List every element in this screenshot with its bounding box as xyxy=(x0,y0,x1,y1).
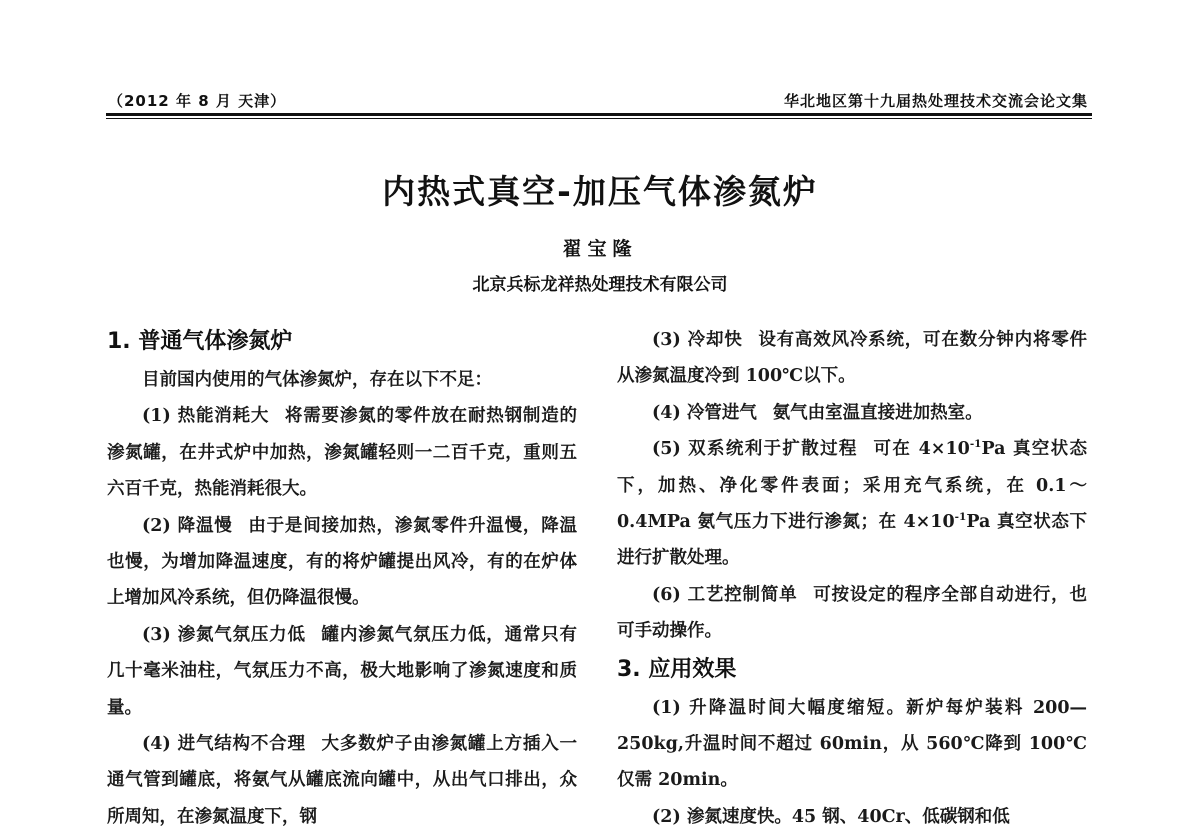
item-label: (1) 热能消耗大 xyxy=(142,406,270,427)
paragraph-gas-inlet xyxy=(107,726,577,835)
paragraph-cold-inlet xyxy=(617,395,1087,431)
item-label: (2) 降温慢 xyxy=(142,515,233,536)
paragraph-fast-cooling xyxy=(617,322,1087,395)
item-text: 新炉每炉装料 200—250kg,升温时间不超过 60min，从 560℃降到 100℃仅需 20min。 xyxy=(617,697,1087,791)
exponent: -1 xyxy=(969,438,982,451)
item-text: 将需要渗氮的零件放在耐热钢制造的渗氮罐，在井式炉中加热，渗氮罐轻则一二百千克，重则五六百千克，热能消耗很大。 xyxy=(107,406,577,500)
item-text-a: 可在 4×10 xyxy=(873,439,970,460)
item-label: (1) 升降温时间大幅度缩短。 xyxy=(652,697,907,718)
item-text-b: Pa 真空状态下，加热、净化零件表面；采用充气系统，在 0.1～0.4MPa 氨气压力下进行渗氮；在 4×10 xyxy=(617,439,1087,533)
header-conference-date: （2012 年 8 月 天津） xyxy=(108,92,287,110)
left-column xyxy=(107,322,577,835)
paper-affiliation: 北京兵标龙祥热处理技术有限公司 xyxy=(472,275,728,295)
right-column xyxy=(617,322,1087,835)
item-label: (3) 冷却快 xyxy=(652,330,743,350)
item-label: (3) 渗氮气氛压力低 xyxy=(142,624,306,645)
section-1-intro: 目前国内使用的气体渗氮炉，存在以下不足： xyxy=(142,370,492,390)
item-text: 可按设定的程序全部自动进行，也可手动操作。 xyxy=(617,584,1087,642)
item-text-c: Pa 真空状态下进行扩散处理。 xyxy=(617,512,1087,569)
paper-title: 内热式真空-加压气体渗氮炉 xyxy=(382,172,818,211)
paragraph-heating-time xyxy=(617,690,1087,799)
section-1-heading: 1. 普通气体渗氮炉 xyxy=(107,329,293,354)
item-text: 氨气由室温直接进加热室。 xyxy=(772,402,983,423)
item-text: 罐内渗氮气氛压力低，通常只有几十毫米油柱，气氛压力不高，极大地影响了渗氮速度和质量。 xyxy=(107,624,577,718)
paragraph-low-pressure xyxy=(107,617,577,726)
item-label: (4) 进气结构不合理 xyxy=(142,734,306,755)
item-label: (4) 冷管进气 xyxy=(652,402,757,423)
paragraph-slow-cooling xyxy=(107,508,577,617)
paragraph-simple-control xyxy=(617,577,1087,650)
item-text: 由于是间接加热，渗氮零件升温慢，降温也慢，为增加降温速度，有的将炉罐提出风冷，有的在炉体上增加风冷系统，但仍降温很慢。 xyxy=(107,515,577,609)
item-label: (5) 双系统利于扩散过程 xyxy=(652,439,858,460)
paragraph-energy-consumption xyxy=(107,398,577,507)
header-rule-thick xyxy=(106,113,1092,116)
exponent: -1 xyxy=(954,511,967,524)
section-3-heading: 3. 应用效果 xyxy=(617,656,737,682)
paper-author: 翟宝隆 xyxy=(562,238,638,260)
item-text: 大多数炉子由渗氮罐上方插入一通气管到罐底，将氨气从罐底流向罐中，从出气口排出，众所周知，在渗氮温度下，钢 xyxy=(107,734,577,827)
item-text: 设有高效风冷系统，可在数分钟内将零件从渗氮温度冷到 100℃以下。 xyxy=(617,330,1087,387)
header-rule-thin xyxy=(106,118,1092,119)
paragraph-nitriding-speed: (2) 渗氮速度快。45 钢、40Cr、低碳钢和低 xyxy=(652,806,1010,827)
header-proceedings-title: 华北地区第十九届热处理技术交流会论文集 xyxy=(783,92,1088,110)
paragraph-dual-system xyxy=(617,431,1087,577)
item-label: (6) 工艺控制简单 xyxy=(652,584,798,605)
